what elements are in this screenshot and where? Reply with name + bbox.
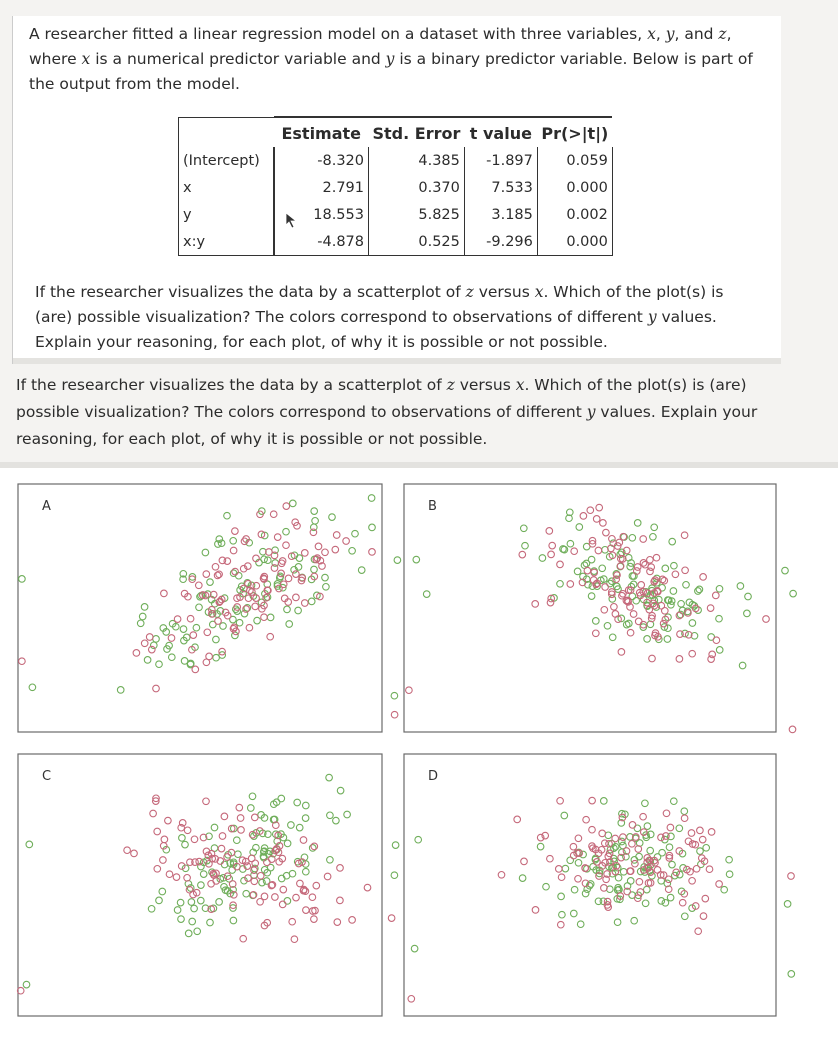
estimate-cell: -4.878 xyxy=(274,228,369,256)
t-value-cell: -1.897 xyxy=(464,147,537,174)
data-point xyxy=(788,873,795,880)
plot-label: D xyxy=(428,769,439,784)
intro-text: A researcher fitted a linear regression model on a dataset with three variables, x, y, and z, where x is a numerical predictor variable and y is a binary predictor variable. Below is part of the output from the model. xyxy=(29,25,753,93)
data-point xyxy=(391,692,398,699)
row-name: y xyxy=(179,201,275,228)
p-value-cell: 0.000 xyxy=(537,174,612,201)
header-p-value: Pr(>|t|) xyxy=(537,117,612,147)
table-row xyxy=(179,147,613,174)
std-error-cell: 0.525 xyxy=(369,228,465,256)
row-name: x xyxy=(179,174,275,201)
data-point xyxy=(394,557,401,564)
data-point xyxy=(782,567,789,574)
scatterplot-a xyxy=(18,484,401,732)
row-name: (Intercept) xyxy=(179,147,275,174)
estimate-cell: 18.553 xyxy=(274,201,369,228)
plot-frame xyxy=(18,754,382,1016)
scatterplot-b xyxy=(404,484,796,733)
table-row xyxy=(179,228,613,256)
scatterplots-svg xyxy=(0,468,838,1064)
estimate-cell: 2.791 xyxy=(274,174,369,201)
data-point xyxy=(788,971,795,978)
row-name: x:y xyxy=(179,228,275,256)
p-value-cell: 0.000 xyxy=(537,228,612,256)
plot-label: C xyxy=(42,769,52,784)
plot-label: B xyxy=(428,499,437,514)
model-output-panel xyxy=(12,16,781,364)
data-point xyxy=(784,901,791,908)
table-row xyxy=(179,201,613,228)
std-error-cell: 0.370 xyxy=(369,174,465,201)
table-row xyxy=(179,174,613,201)
t-value-cell: 7.533 xyxy=(464,174,537,201)
table-header-row xyxy=(179,117,613,147)
regression-table xyxy=(178,116,613,256)
scatterplot-grid xyxy=(0,468,838,1064)
scatterplot-d xyxy=(404,754,795,1016)
data-point xyxy=(789,726,796,733)
data-point xyxy=(388,915,395,922)
plot-frame xyxy=(404,484,776,732)
mouse-pointer-icon xyxy=(285,212,299,230)
header-t-value: t value xyxy=(464,117,537,147)
data-point xyxy=(790,590,797,597)
plot-label: A xyxy=(42,499,51,514)
plot-frame xyxy=(404,754,776,1016)
t-value-cell: -9.296 xyxy=(464,228,537,256)
question-text-second: If the researcher visualizes the data by a scatterplot of z versus x. Which of the plot(s) is (are) possible visualization? The colors correspond to observations of different y values. Explain your reasoning, for each plot, of why it is possible or not possible. xyxy=(16,376,758,448)
data-point xyxy=(392,842,399,849)
std-error-cell: 4.385 xyxy=(369,147,465,174)
t-value-cell: 3.185 xyxy=(464,201,537,228)
scatterplot-c xyxy=(17,754,399,1016)
p-value-cell: 0.059 xyxy=(537,147,612,174)
std-error-cell: 5.825 xyxy=(369,201,465,228)
data-point xyxy=(391,711,398,718)
plot-frame xyxy=(18,484,382,732)
data-point xyxy=(391,872,398,879)
header-blank xyxy=(179,117,275,147)
header-std-error: Std. Error xyxy=(369,117,465,147)
header-estimate: Estimate xyxy=(274,117,369,147)
estimate-cell: -8.320 xyxy=(274,147,369,174)
p-value-cell: 0.002 xyxy=(537,201,612,228)
question-text-first: If the researcher visualizes the data by a scatterplot of z versus x. Which of the plot(s) is (are) possible visualization? The colors correspond to observations of different y values. Explain your reasoning, for each plot, of why it is possible or not possible. xyxy=(35,283,724,351)
